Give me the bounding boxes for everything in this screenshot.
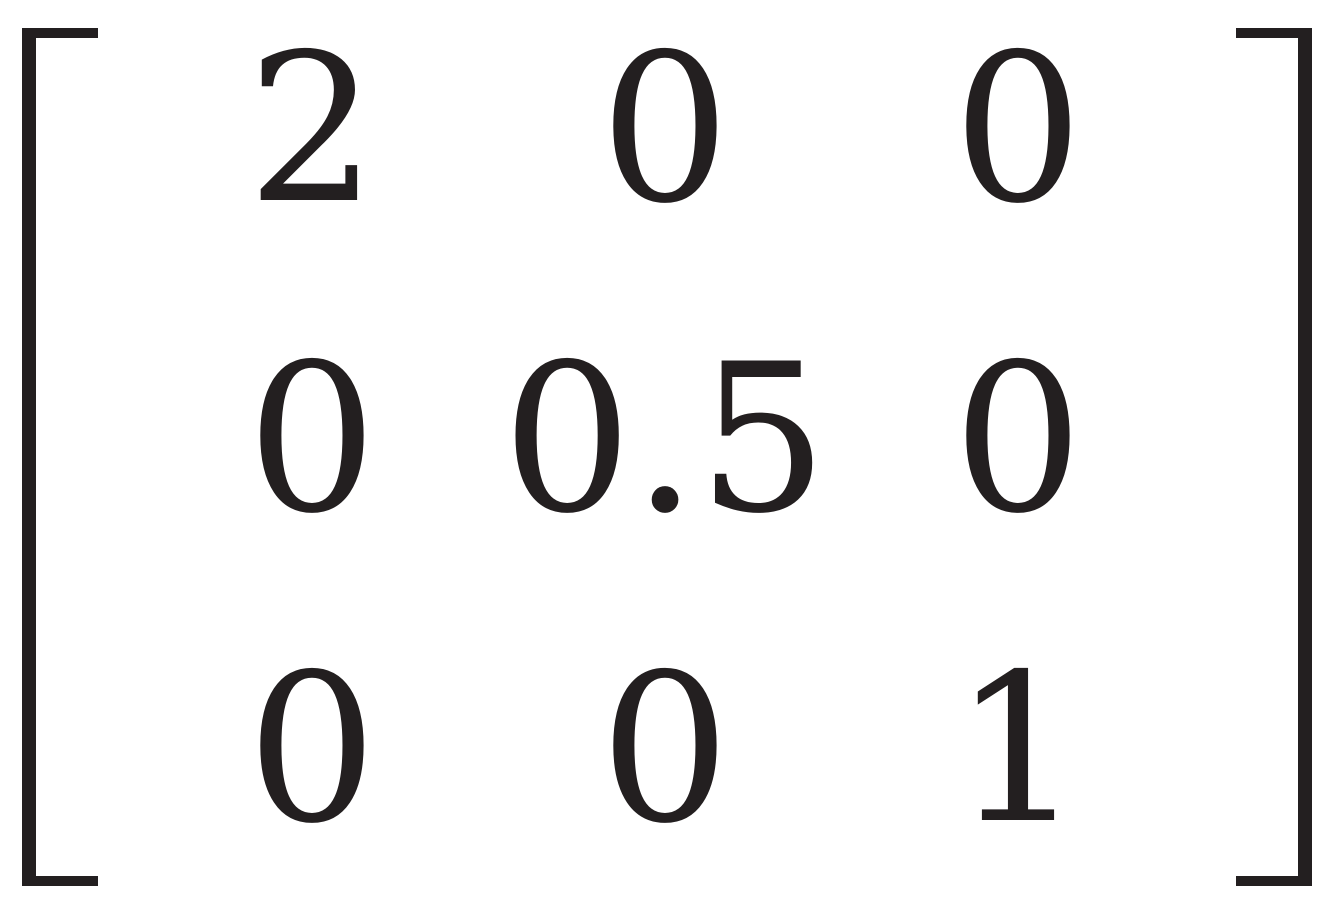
matrix-cell-r3-c3: 1 (952, 630, 1084, 869)
right-bracket (1236, 28, 1312, 886)
matrix-cell-r3-c2: 0 (599, 630, 731, 869)
matrix-cell-r2-c3: 0 (952, 320, 1084, 559)
matrix-cell-r1-c1: 2 (246, 10, 378, 249)
matrix-cell-r2-c1: 0 (246, 320, 378, 559)
matrix-cell-r1-c2: 0 (599, 10, 731, 249)
matrix-cell-r3-c1: 0 (246, 630, 378, 869)
matrix-cell-r1-c3: 0 (952, 10, 1084, 249)
left-bracket (22, 28, 98, 886)
matrix-cell-r2-c2: 0.5 (501, 320, 829, 559)
